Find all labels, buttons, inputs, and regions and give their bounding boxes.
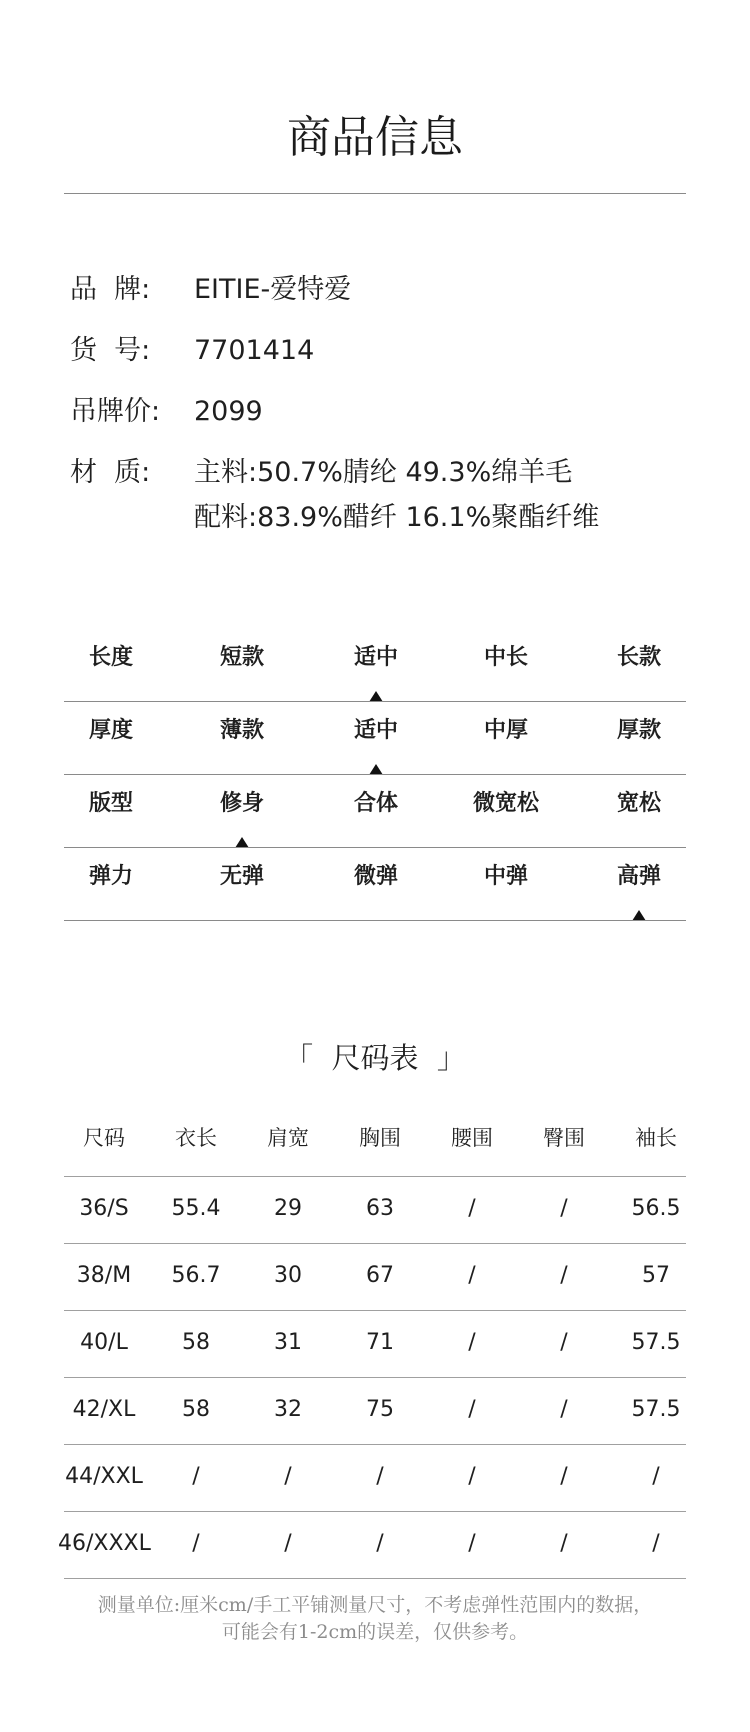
table-cell: /	[652, 1464, 660, 1489]
attribute-option: 高弹	[616, 864, 661, 889]
table-cell: 36/S	[79, 1196, 129, 1221]
table-cell: /	[376, 1531, 384, 1556]
table-cell: 56.5	[631, 1196, 681, 1221]
table-cell: /	[376, 1464, 384, 1489]
attribute-row	[64, 629, 686, 702]
table-cell: /	[560, 1263, 568, 1288]
attribute-option: 薄款	[219, 718, 264, 743]
table-cell: /	[560, 1196, 568, 1221]
column-header: 胸围	[359, 1126, 401, 1150]
table-cell: 38/M	[76, 1263, 132, 1288]
column-header: 腰围	[451, 1126, 493, 1150]
attribute-option: 长款	[616, 645, 661, 670]
attribute-name: 版型	[88, 791, 133, 816]
table-cell: /	[468, 1397, 476, 1422]
table-cell: 57.5	[631, 1397, 681, 1422]
size-table	[58, 1110, 686, 1579]
attribute-row	[64, 702, 686, 775]
size-table-row	[64, 1244, 686, 1311]
page-title: 商品信息	[287, 112, 463, 163]
attribute-option: 微宽松	[472, 791, 539, 816]
column-header: 衣长	[175, 1126, 217, 1150]
attribute-option: 合体	[353, 791, 398, 816]
column-header: 尺码	[83, 1126, 125, 1150]
attribute-option: 无弹	[219, 864, 264, 889]
column-header: 袖长	[635, 1126, 677, 1150]
column-header: 臀围	[543, 1126, 585, 1150]
table-cell: /	[560, 1531, 568, 1556]
table-cell: 44/XXL	[65, 1464, 143, 1489]
title-divider	[64, 193, 686, 194]
row-divider	[64, 1578, 686, 1579]
info-value: EITIE-爱特爱	[194, 274, 352, 305]
table-cell: 46/XXXL	[58, 1531, 151, 1556]
attribute-name: 弹力	[88, 864, 133, 889]
table-cell: 58	[182, 1330, 210, 1355]
size-table-row	[64, 1378, 686, 1445]
info-value: 7701414	[194, 335, 315, 366]
table-cell: 67	[366, 1263, 394, 1288]
table-cell: 29	[274, 1196, 302, 1221]
table-cell: /	[284, 1464, 292, 1489]
table-cell: /	[284, 1531, 292, 1556]
attribute-name: 厚度	[88, 718, 133, 743]
table-cell: 75	[366, 1397, 394, 1422]
table-cell: /	[468, 1531, 476, 1556]
attribute-option: 短款	[219, 645, 264, 670]
table-cell: /	[560, 1397, 568, 1422]
table-cell: /	[560, 1464, 568, 1489]
table-cell: /	[468, 1330, 476, 1355]
size-table-row	[64, 1177, 686, 1244]
attribute-option: 中厚	[483, 718, 528, 743]
info-label: 品 牌:	[70, 274, 151, 305]
table-cell: 71	[366, 1330, 394, 1355]
table-cell: /	[468, 1263, 476, 1288]
size-table-header	[64, 1110, 686, 1177]
table-cell: 31	[274, 1330, 302, 1355]
info-value: 配料:83.9%醋纤 16.1%聚酯纤维	[194, 502, 600, 533]
attribute-row	[64, 775, 686, 848]
table-cell: 55.4	[171, 1196, 221, 1221]
table-cell: 32	[274, 1397, 302, 1422]
table-cell: 57	[642, 1263, 670, 1288]
table-cell: 42/XL	[72, 1397, 136, 1422]
info-label: 材 质:	[70, 457, 151, 488]
measurement-note-line-2: 可能会有1-2cm的误差，仅供参考。	[221, 1621, 529, 1643]
table-cell: /	[652, 1531, 660, 1556]
attribute-option: 中弹	[483, 864, 528, 889]
attribute-option: 适中	[353, 718, 398, 743]
attribute-option: 修身	[219, 791, 264, 816]
table-cell: 63	[366, 1196, 394, 1221]
attribute-option: 厚款	[616, 718, 661, 743]
attribute-row	[64, 848, 686, 921]
attribute-option: 微弹	[353, 864, 398, 889]
size-table-title: 「 尺码表 」	[284, 1041, 466, 1075]
table-cell: 58	[182, 1397, 210, 1422]
attribute-option: 中长	[483, 645, 528, 670]
table-cell: 40/L	[80, 1330, 128, 1355]
table-cell: 57.5	[631, 1330, 681, 1355]
table-cell: /	[192, 1531, 200, 1556]
attribute-option: 宽松	[616, 791, 661, 816]
table-cell: /	[468, 1196, 476, 1221]
attribute-option: 适中	[353, 645, 398, 670]
table-cell: 30	[274, 1263, 302, 1288]
size-table-row	[58, 1512, 686, 1579]
table-cell: 56.7	[171, 1263, 221, 1288]
column-header: 肩宽	[267, 1126, 309, 1150]
attribute-name: 长度	[88, 645, 133, 670]
info-value: 2099	[194, 396, 263, 427]
measurement-note-line-1: 测量单位:厘米cm/手工平铺测量尺寸，不考虑弹性范围内的数据，	[97, 1594, 653, 1616]
info-value: 主料:50.7%腈纶 49.3%绵羊毛	[194, 457, 573, 488]
table-cell: /	[468, 1464, 476, 1489]
info-label: 吊牌价:	[70, 396, 161, 427]
table-cell: /	[560, 1330, 568, 1355]
table-cell: /	[192, 1464, 200, 1489]
size-table-row	[64, 1311, 686, 1378]
row-divider	[64, 920, 686, 921]
info-label: 货 号:	[70, 335, 151, 366]
size-table-row	[64, 1445, 686, 1512]
